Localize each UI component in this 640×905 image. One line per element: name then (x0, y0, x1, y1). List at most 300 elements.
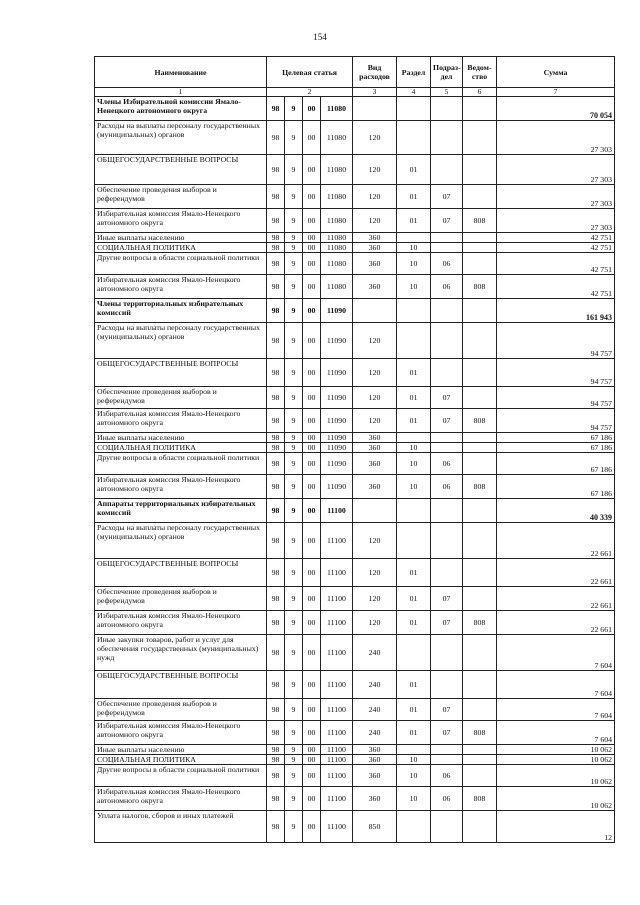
target-code-direction: 00 (303, 635, 321, 671)
table-row (95, 433, 615, 443)
target-code-subprogram: 9 (285, 755, 303, 765)
row-sum: 12 (497, 811, 615, 843)
row-name: ОБЩЕГОСУДАРСТВЕННЫЕ ВОПРОСЫ (95, 671, 267, 699)
row-name: Расходы на выплаты персоналу государственных (муниципальных) органов (95, 323, 267, 359)
header-dept: Ведом-ство (463, 57, 497, 88)
department-code: 808 (463, 409, 497, 433)
row-name: СОЦИАЛЬНАЯ ПОЛИТИКА (95, 755, 267, 765)
subsection-code: 06 (431, 475, 463, 499)
department-code (463, 121, 497, 155)
target-code-subprogram: 9 (285, 387, 303, 409)
section-code: 01 (397, 155, 431, 185)
table-row (95, 97, 615, 121)
subsection-code: 06 (431, 453, 463, 475)
target-code-item: 11100 (321, 635, 353, 671)
target-code-item: 11090 (321, 443, 353, 453)
target-code-direction: 00 (303, 243, 321, 253)
section-code (397, 299, 431, 323)
row-sum: 22 661 (497, 559, 615, 587)
target-code-subprogram: 9 (285, 475, 303, 499)
row-name: Избирательная комиссия Ямало-Ненецкого автономного округа (95, 275, 267, 299)
target-code-program: 98 (267, 765, 285, 787)
section-code: 01 (397, 387, 431, 409)
section-code: 01 (397, 559, 431, 587)
target-code-direction: 00 (303, 453, 321, 475)
target-code-subprogram: 9 (285, 323, 303, 359)
department-code (463, 97, 497, 121)
row-sum: 7 604 (497, 635, 615, 671)
table-row (95, 699, 615, 721)
row-sum: 94 757 (497, 387, 615, 409)
table-row (95, 475, 615, 499)
row-sum: 42 751 (497, 253, 615, 275)
row-name: Избирательная комиссия Ямало-Ненецкого автономного округа (95, 721, 267, 745)
table-row (95, 323, 615, 359)
section-code: 10 (397, 475, 431, 499)
section-code (397, 811, 431, 843)
row-sum: 7 604 (497, 699, 615, 721)
subsection-code: 07 (431, 587, 463, 611)
row-sum: 27 303 (497, 209, 615, 233)
target-code-direction: 00 (303, 387, 321, 409)
target-code-subprogram: 9 (285, 359, 303, 387)
department-code (463, 433, 497, 443)
target-code-program: 98 (267, 209, 285, 233)
target-code-direction: 00 (303, 409, 321, 433)
target-code-direction: 00 (303, 811, 321, 843)
target-code-program: 98 (267, 559, 285, 587)
target-code-item: 11100 (321, 499, 353, 523)
expense-kind: 360 (353, 275, 397, 299)
section-code: 01 (397, 611, 431, 635)
row-name: Члены Избирательной комиссии Ямало-Ненецкого автономного округа (95, 97, 267, 121)
target-code-subprogram: 9 (285, 559, 303, 587)
section-code (397, 635, 431, 671)
subsection-code (431, 671, 463, 699)
expense-kind: 120 (353, 155, 397, 185)
target-code-item: 11090 (321, 359, 353, 387)
row-sum: 94 757 (497, 359, 615, 387)
budget-table (94, 56, 615, 843)
target-code-direction: 00 (303, 523, 321, 559)
target-code-subprogram: 9 (285, 587, 303, 611)
department-code (463, 323, 497, 359)
department-code (463, 185, 497, 209)
target-code-subprogram: 9 (285, 765, 303, 787)
table-row (95, 233, 615, 243)
subsection-code (431, 359, 463, 387)
target-code-item: 11100 (321, 765, 353, 787)
department-code (463, 243, 497, 253)
expense-kind: 120 (353, 409, 397, 433)
target-code-item: 11090 (321, 409, 353, 433)
row-sum: 10 062 (497, 745, 615, 755)
subsection-code (431, 155, 463, 185)
row-name: Другие вопросы в области социальной политики (95, 453, 267, 475)
page-number: 154 (313, 32, 327, 42)
expense-kind: 360 (353, 765, 397, 787)
target-code-subprogram: 9 (285, 523, 303, 559)
row-name: Другие вопросы в области социальной политики (95, 253, 267, 275)
target-code-item: 11100 (321, 671, 353, 699)
department-code (463, 811, 497, 843)
target-code-item: 11080 (321, 185, 353, 209)
target-code-program: 98 (267, 671, 285, 699)
table-body (95, 97, 615, 843)
table-row (95, 243, 615, 253)
target-code-program: 98 (267, 811, 285, 843)
target-code-direction: 00 (303, 275, 321, 299)
row-sum: 67 186 (497, 475, 615, 499)
expense-kind: 120 (353, 559, 397, 587)
target-code-subprogram: 9 (285, 721, 303, 745)
header-target: Целевая статья (267, 57, 353, 88)
subsection-code: 06 (431, 275, 463, 299)
table-row (95, 671, 615, 699)
row-sum: 161 943 (497, 299, 615, 323)
row-name: Обеспечение проведения выборов и референдумов (95, 387, 267, 409)
row-sum: 67 186 (497, 433, 615, 443)
target-code-item: 11080 (321, 121, 353, 155)
target-code-subprogram: 9 (285, 121, 303, 155)
row-name: Обеспечение проведения выборов и референдумов (95, 587, 267, 611)
row-sum: 10 062 (497, 765, 615, 787)
table-row (95, 745, 615, 755)
section-code (397, 433, 431, 443)
expense-kind: 120 (353, 209, 397, 233)
section-code (397, 523, 431, 559)
row-sum: 22 661 (497, 523, 615, 559)
target-code-subprogram: 9 (285, 275, 303, 299)
target-code-subprogram: 9 (285, 611, 303, 635)
col-number: 4 (397, 88, 431, 97)
target-code-direction: 00 (303, 671, 321, 699)
subsection-code: 07 (431, 209, 463, 233)
target-code-program: 98 (267, 755, 285, 765)
target-code-subprogram: 9 (285, 185, 303, 209)
target-code-item: 11100 (321, 745, 353, 755)
row-sum: 42 751 (497, 243, 615, 253)
target-code-item: 11100 (321, 523, 353, 559)
row-sum: 27 303 (497, 155, 615, 185)
subsection-code: 07 (431, 409, 463, 433)
department-code (463, 765, 497, 787)
section-code: 10 (397, 253, 431, 275)
target-code-direction: 00 (303, 765, 321, 787)
target-code-subprogram: 9 (285, 243, 303, 253)
col-number: 6 (463, 88, 497, 97)
target-code-direction: 00 (303, 299, 321, 323)
target-code-subprogram: 9 (285, 671, 303, 699)
row-sum: 67 186 (497, 453, 615, 475)
target-code-program: 98 (267, 155, 285, 185)
row-name: СОЦИАЛЬНАЯ ПОЛИТИКА (95, 443, 267, 453)
subsection-code (431, 635, 463, 671)
row-name: ОБЩЕГОСУДАРСТВЕННЫЕ ВОПРОСЫ (95, 559, 267, 587)
target-code-item: 11090 (321, 323, 353, 359)
table-row (95, 787, 615, 811)
target-code-item: 11100 (321, 699, 353, 721)
expense-kind: 850 (353, 811, 397, 843)
row-name: ОБЩЕГОСУДАРСТВЕННЫЕ ВОПРОСЫ (95, 359, 267, 387)
target-code-subprogram: 9 (285, 699, 303, 721)
table-row (95, 387, 615, 409)
expense-kind: 120 (353, 611, 397, 635)
expense-kind: 120 (353, 323, 397, 359)
row-name: ОБЩЕГОСУДАРСТВЕННЫЕ ВОПРОСЫ (95, 155, 267, 185)
section-code (397, 121, 431, 155)
expense-kind: 120 (353, 185, 397, 209)
target-code-direction: 00 (303, 755, 321, 765)
header-section: Раздел (397, 57, 431, 88)
subsection-code (431, 755, 463, 765)
target-code-direction: 00 (303, 699, 321, 721)
table-row (95, 275, 615, 299)
department-code: 808 (463, 611, 497, 635)
target-code-item: 11100 (321, 721, 353, 745)
target-code-item: 11100 (321, 755, 353, 765)
target-code-item: 11080 (321, 155, 353, 185)
target-code-program: 98 (267, 745, 285, 755)
target-code-direction: 00 (303, 155, 321, 185)
subsection-code: 07 (431, 387, 463, 409)
target-code-program: 98 (267, 243, 285, 253)
department-code (463, 253, 497, 275)
expense-kind: 120 (353, 359, 397, 387)
target-code-program: 98 (267, 787, 285, 811)
department-code (463, 499, 497, 523)
target-code-subprogram: 9 (285, 155, 303, 185)
department-code (463, 745, 497, 755)
row-sum: 10 062 (497, 755, 615, 765)
table-row (95, 155, 615, 185)
target-code-direction: 00 (303, 209, 321, 233)
subsection-code (431, 243, 463, 253)
expense-kind: 240 (353, 635, 397, 671)
row-sum: 94 757 (497, 323, 615, 359)
section-code (397, 499, 431, 523)
col-number: 1 (95, 88, 267, 97)
target-code-subprogram: 9 (285, 499, 303, 523)
expense-kind: 120 (353, 523, 397, 559)
target-code-subprogram: 9 (285, 299, 303, 323)
table-row (95, 253, 615, 275)
target-code-item: 11100 (321, 787, 353, 811)
target-code-direction: 00 (303, 745, 321, 755)
header-name: Наименование (95, 57, 267, 88)
section-code: 10 (397, 787, 431, 811)
section-code: 10 (397, 755, 431, 765)
subsection-code (431, 559, 463, 587)
target-code-subprogram: 9 (285, 453, 303, 475)
target-code-program: 98 (267, 121, 285, 155)
section-code: 01 (397, 671, 431, 699)
department-code (463, 699, 497, 721)
department-code (463, 453, 497, 475)
subsection-code (431, 323, 463, 359)
col-number: 3 (353, 88, 397, 97)
target-code-program: 98 (267, 185, 285, 209)
table-row (95, 499, 615, 523)
section-code: 10 (397, 275, 431, 299)
target-code-direction: 00 (303, 559, 321, 587)
target-code-subprogram: 9 (285, 97, 303, 121)
row-name: Иные закупки товаров, работ и услуг для обеспечения государственных (муниципальных) нужд (95, 635, 267, 671)
target-code-direction: 00 (303, 253, 321, 275)
target-code-program: 98 (267, 475, 285, 499)
target-code-program: 98 (267, 635, 285, 671)
target-code-program: 98 (267, 523, 285, 559)
target-code-direction: 00 (303, 721, 321, 745)
header-sum: Сумма (497, 57, 615, 88)
expense-kind: 240 (353, 699, 397, 721)
table-row (95, 635, 615, 671)
target-code-program: 98 (267, 387, 285, 409)
expense-kind: 360 (353, 233, 397, 243)
subsection-code: 07 (431, 611, 463, 635)
target-code-item: 11090 (321, 475, 353, 499)
department-code (463, 359, 497, 387)
section-code: 01 (397, 587, 431, 611)
department-code: 808 (463, 475, 497, 499)
target-code-item: 11100 (321, 559, 353, 587)
target-code-direction: 00 (303, 185, 321, 209)
section-code: 10 (397, 765, 431, 787)
target-code-direction: 00 (303, 233, 321, 243)
target-code-item: 11080 (321, 97, 353, 121)
header-kind: Вид расходов (353, 57, 397, 88)
table-row (95, 443, 615, 453)
row-sum: 94 757 (497, 409, 615, 433)
target-code-direction: 00 (303, 433, 321, 443)
target-code-direction: 00 (303, 97, 321, 121)
subsection-code: 06 (431, 765, 463, 787)
target-code-subprogram: 9 (285, 811, 303, 843)
target-code-program: 98 (267, 253, 285, 275)
section-code: 01 (397, 699, 431, 721)
target-code-program: 98 (267, 611, 285, 635)
row-name: Уплата налогов, сборов и иных платежей (95, 811, 267, 843)
row-sum: 27 303 (497, 185, 615, 209)
subsection-code (431, 97, 463, 121)
table-row (95, 185, 615, 209)
department-code: 808 (463, 721, 497, 745)
budget-table-sheet (94, 56, 614, 843)
section-code (397, 323, 431, 359)
subsection-code: 06 (431, 787, 463, 811)
target-code-item: 11090 (321, 453, 353, 475)
expense-kind: 360 (353, 745, 397, 755)
target-code-item: 11100 (321, 611, 353, 635)
target-code-direction: 00 (303, 121, 321, 155)
target-code-item: 11080 (321, 209, 353, 233)
subsection-code (431, 299, 463, 323)
subsection-code (431, 443, 463, 453)
section-code: 01 (397, 359, 431, 387)
row-name: Расходы на выплаты персоналу государственных (муниципальных) органов (95, 523, 267, 559)
expense-kind: 360 (353, 787, 397, 811)
target-code-item: 11080 (321, 275, 353, 299)
department-code: 808 (463, 275, 497, 299)
subsection-code: 07 (431, 699, 463, 721)
row-name: Иные выплаты населению (95, 433, 267, 443)
subsection-code: 06 (431, 253, 463, 275)
target-code-direction: 00 (303, 323, 321, 359)
expense-kind: 120 (353, 587, 397, 611)
table-header-row (95, 57, 615, 88)
expense-kind: 240 (353, 721, 397, 745)
col-number: 5 (431, 88, 463, 97)
target-code-item: 11080 (321, 253, 353, 275)
subsection-code (431, 233, 463, 243)
section-code (397, 745, 431, 755)
expense-kind (353, 299, 397, 323)
target-code-direction: 00 (303, 787, 321, 811)
target-code-program: 98 (267, 275, 285, 299)
section-code: 10 (397, 243, 431, 253)
target-code-subprogram: 9 (285, 635, 303, 671)
table-row (95, 755, 615, 765)
row-sum: 42 751 (497, 233, 615, 243)
department-code (463, 587, 497, 611)
expense-kind: 120 (353, 387, 397, 409)
target-code-item: 11100 (321, 811, 353, 843)
target-code-program: 98 (267, 453, 285, 475)
department-code (463, 233, 497, 243)
target-code-subprogram: 9 (285, 209, 303, 233)
target-code-item: 11080 (321, 243, 353, 253)
target-code-item: 11090 (321, 433, 353, 443)
department-code (463, 559, 497, 587)
row-name: СОЦИАЛЬНАЯ ПОЛИТИКА (95, 243, 267, 253)
target-code-program: 98 (267, 433, 285, 443)
table-row (95, 409, 615, 433)
section-code: 01 (397, 409, 431, 433)
expense-kind: 360 (353, 453, 397, 475)
subsection-code (431, 121, 463, 155)
expense-kind: 360 (353, 475, 397, 499)
table-row (95, 587, 615, 611)
row-name: Члены территориальных избирательных комиссий (95, 299, 267, 323)
section-code (397, 233, 431, 243)
target-code-program: 98 (267, 97, 285, 121)
expense-kind: 360 (353, 243, 397, 253)
department-code (463, 755, 497, 765)
department-code (463, 299, 497, 323)
table-row (95, 359, 615, 387)
col-number: 2 (267, 88, 353, 97)
subsection-code (431, 523, 463, 559)
section-code: 01 (397, 185, 431, 209)
subsection-code (431, 499, 463, 523)
target-code-subprogram: 9 (285, 787, 303, 811)
table-row (95, 299, 615, 323)
target-code-program: 98 (267, 359, 285, 387)
row-name: Расходы на выплаты персоналу государственных (муниципальных) органов (95, 121, 267, 155)
target-code-subprogram: 9 (285, 745, 303, 755)
department-code (463, 155, 497, 185)
expense-kind: 120 (353, 121, 397, 155)
target-code-direction: 00 (303, 587, 321, 611)
row-name: Избирательная комиссия Ямало-Ненецкого автономного округа (95, 209, 267, 233)
table-row (95, 559, 615, 587)
target-code-program: 98 (267, 443, 285, 453)
section-code: 01 (397, 209, 431, 233)
row-name: Иные выплаты населению (95, 745, 267, 755)
target-code-direction: 00 (303, 443, 321, 453)
col-number: 7 (497, 88, 615, 97)
target-code-direction: 00 (303, 611, 321, 635)
